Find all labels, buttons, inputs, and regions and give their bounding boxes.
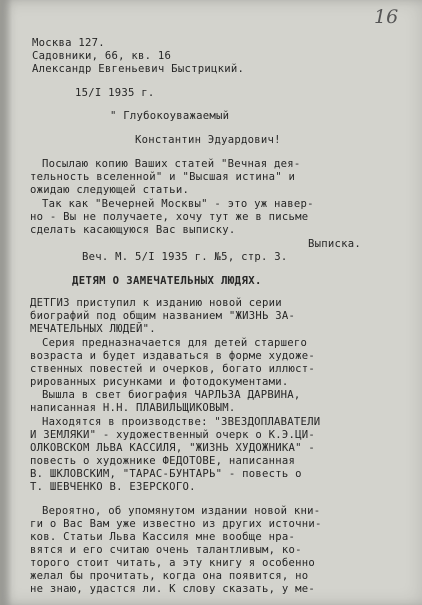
- closing-line: ков. Статьи Льва Кассиля мне вообще нра-: [30, 531, 296, 543]
- address-line: Садовники, 66, кв. 16: [32, 50, 172, 62]
- body-line: ожидаю следующей статьи.: [30, 184, 190, 196]
- excerpt-line: ОЛКОВСКОМ ЛЬВА КАССИЛЯ, "ЖИЗНЬ ХУДОЖНИКА" -: [30, 442, 316, 454]
- address-line: Александр Евгеньевич Быстрицкий.: [32, 63, 245, 75]
- salutation-line: Константин Эдуардович!: [135, 134, 281, 146]
- closing-line: не знаю, удастся ли. К слову сказать, у ме-: [30, 583, 316, 595]
- excerpt-line: ственных повестей и очерков, богато иллюст-: [30, 363, 316, 375]
- page-number: 16: [374, 6, 399, 28]
- salutation-line: " Глубокоуважаемый: [110, 110, 230, 122]
- excerpt-line: Серия предназначается для детей старшего: [42, 337, 308, 349]
- excerpt-line: В. ШКЛОВСКИМ, "ТАРАС-БУНТАРЬ" - повесть о: [30, 468, 302, 480]
- closing-line: вятся и его считаю очень талантливым, ко-: [30, 544, 302, 556]
- excerpt-line: возраста и будет издаваться в форме художе-: [30, 350, 316, 362]
- letter-date: 15/I 1935 г.: [75, 87, 155, 99]
- body-line: сделать касающуюся Вас выписку.: [30, 224, 236, 236]
- excerpt-line: повесть о художнике ФЕДОТОВЕ, написанная: [30, 455, 296, 467]
- body-line: тельность вселенной" и "Высшая истина" и: [30, 171, 296, 183]
- body-line: Посылаю копию Ваших статей "Вечная дея-: [42, 158, 301, 170]
- closing-line: торого стоит читать, а эту книгу я особенно: [30, 557, 316, 569]
- excerpt-line: написанная Н.Н. ПЛАВИЛЬЩИКОВЫМ.: [30, 402, 236, 414]
- excerpt-heading: ДЕТЯМ О ЗАМЕЧАТЕЛЬНЫХ ЛЮДЯХ.: [72, 275, 262, 287]
- excerpt-label: Выписка.: [308, 238, 362, 250]
- body-line: но - Вы не получаете, хочу тут же в письме: [30, 211, 309, 223]
- address-line: Москва 127.: [32, 37, 105, 49]
- excerpt-line: Т. ШЕВЧЕНКО В. ЕЗЕРСКОГО.: [30, 481, 196, 493]
- excerpt-line: биографий под общим названием "ЖИЗНЬ ЗА-: [30, 310, 296, 322]
- closing-line: желал бы прочитать, когда она появится, но: [30, 570, 309, 582]
- excerpt-line: Вышла в свет биография ЧАРЛЬЗА ДАРВИНА,: [42, 389, 301, 401]
- excerpt-line: ДЕТГИЗ приступил к изданию новой серии: [30, 297, 282, 309]
- body-line: Так как "Вечерней Москвы" - это уж навер-: [42, 198, 314, 210]
- excerpt-line: МЕЧАТЕЛЬНЫХ ЛЮДЕЙ".: [30, 323, 156, 335]
- excerpt-line: Находятся в производстве: "ЗВЕЗДОПЛАВАТЕЛИ: [42, 416, 321, 428]
- closing-line: Вероятно, об упомянутом издании новой кни-: [42, 505, 321, 517]
- excerpt-line: рированных рисунками и фотодокументами.: [30, 376, 289, 388]
- closing-line: ги о Вас Вам уже известно из других источни-: [30, 518, 322, 530]
- newspaper-source: Веч. М. 5/I 1935 г. №5, стр. 3.: [82, 251, 288, 263]
- excerpt-line: И ЗЕМЛЯКИ" - художественный очерк о К.Э.ЦИ-: [30, 429, 316, 441]
